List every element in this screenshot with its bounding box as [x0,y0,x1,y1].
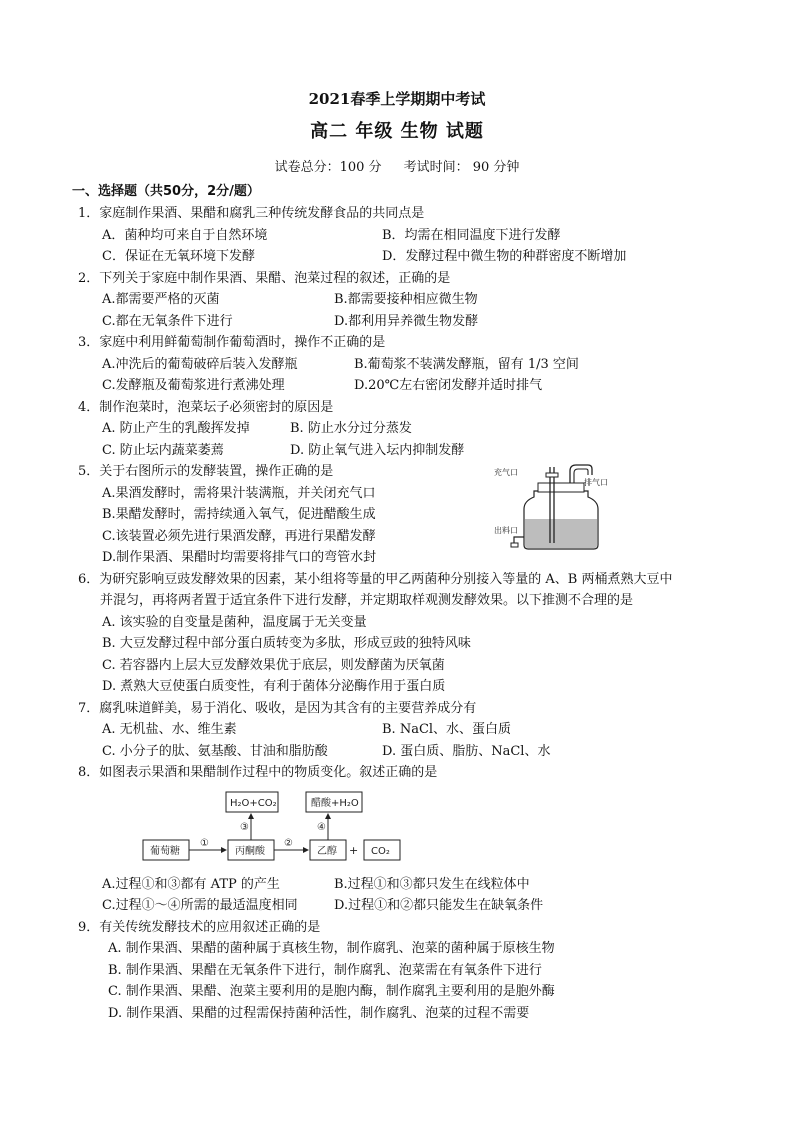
option-c: C. 若容器内上层大豆发酵效果优于底层，则发酵菌为厌氧菌 [102,657,445,673]
co2-label: CO₂ [371,845,390,857]
question-4 [78,397,718,462]
questions [72,181,718,1024]
question-1 [78,203,718,268]
ethanol-label: 乙醇 [317,845,337,857]
option-b: B.过程①和③都只发生在线粒体中 [334,876,530,892]
option-a: A. 防止产生的乳酸挥发掉 [102,421,250,436]
options [78,938,718,1024]
option-a: A.冲洗后的葡萄破碎后装入发酵瓶 [102,356,298,372]
option-b: B. 防止水分过分蒸发 [290,421,412,436]
exam-title: 2021春季上学期期中考试 [308,90,486,108]
step-3-marker: ③ [240,821,249,833]
options [78,874,718,917]
question-9 [78,917,718,1025]
total-score: 试卷总分：100 分 [274,160,382,175]
question-2 [78,268,718,333]
question-8 [78,762,718,917]
option-a: A．菌种均可来自于自然环境 [102,227,268,243]
exam-meta [0,156,794,175]
options [78,354,718,397]
outlet-label: 出料口 [494,526,518,535]
option-b: B. 制作果酒、果醋在无氧条件下进行，制作腐乳、泡菜需在有氧条件下进行 [108,962,542,978]
options [78,418,718,461]
option-b: B.果醋发酵时，需持续通入氧气，促进醋酸生成 [102,507,376,522]
acetic-acid-label: 醋酸+H₂O [311,797,359,809]
exhaust-label: 排气口 [584,478,608,487]
question-stem: 5．关于右图所示的发酵装置，操作正确的是 [78,464,334,479]
option-a: A.都需要严格的灭菌 [102,292,220,307]
option-c: C.发酵瓶及葡萄浆进行煮沸处理 [102,378,285,393]
fermentation-apparatus-figure [494,463,612,551]
option-b: B.葡萄浆不装满发酵瓶，留有 1/3 空间 [354,356,579,372]
section-heading: 一、选择题（共50分，2分/题） [72,184,260,199]
exam-time: 考试时间： 90 分钟 [403,160,520,175]
question-5 [78,461,718,569]
h2o-co2-label: H₂O+CO₂ [230,797,277,809]
option-b: B. 大豆发酵过程中部分蛋白质转变为多肽，形成豆豉的独特风味 [102,636,471,651]
glucose-label: 葡萄糖 [150,845,180,857]
question-7 [78,698,718,763]
option-d: D. 防止氧气进入坛内抑制发酵 [290,442,465,458]
option-c: C.都在无氧条件下进行 [102,313,233,329]
question-stem: 1．家庭制作果酒、果醋和腐乳三种传统发酵食品的共同点是 [78,206,425,221]
option-b: B. NaCl、水、蛋白质 [382,722,512,737]
step-2-marker: ② [284,837,293,849]
option-c: C. 小分子的肽、氨基酸、甘油和脂肪酸 [102,743,328,759]
options [78,612,718,698]
option-a: A. 该实验的自变量是菌种，温度属于无关变量 [102,614,367,630]
step-4-marker: ④ [317,821,326,833]
inlet-label: 充气口 [494,468,518,477]
option-d: D．发酵过程中微生物的种群密度不断增加 [382,249,627,264]
question-stem: 7．腐乳味道鲜美，易于消化、吸收，是因为其含有的主要营养成分有 [78,700,477,716]
option-b: B.都需要接种相应微生物 [334,292,478,307]
options [78,225,718,268]
question-stem: 2．下列关于家庭中制作果酒、果醋、泡菜过程的叙述，正确的是 [78,270,451,286]
question-stem: 8．如图表示果酒和果醋制作过程中的物质变化。叙述正确的是 [78,765,438,780]
option-a: A.过程①和③都有 ATP 的产生 [102,876,280,892]
question-stem: 6．为研究影响豆豉发酵效果的因素，某小组将等量的甲乙两菌种分别接入等量的 A、B 两桶煮熟大豆中 [78,571,673,587]
question-stem: 9．有关传统发酵技术的应用叙述正确的是 [78,919,321,935]
option-d: D. 制作果酒、果醋的过程需保持菌种活性，制作腐乳、泡菜的过程不需要 [108,1005,530,1021]
options [78,483,718,569]
question-6 [78,569,718,698]
option-c: C.过程①～④所需的最适温度相同 [102,898,298,913]
question-stem: 3．家庭中利用鲜葡萄制作葡萄酒时，操作不正确的是 [78,335,386,350]
step-1-marker: ① [200,837,209,849]
fermentation-pathway-diagram [142,790,404,866]
question-stem-continued: 并混匀，再将两者置于适宜条件下进行发酵，并定期取样观测发酵效果。以下推测不合理的是 [100,593,634,608]
option-c: C.该装置必须先进行果酒发酵，再进行果醋发酵 [102,528,376,544]
pyruvate-label: 丙酮酸 [235,845,265,857]
question-3 [78,332,718,397]
options [78,289,718,332]
plus-sign: + [349,843,359,857]
option-d: D.制作果酒、果醋时均需要将排气口的弯管水封 [102,550,377,565]
options [78,719,718,762]
option-c: C. 制作果酒、果醋、泡菜主要利用的是胞内酶，制作腐乳主要利用的是胞外酶 [108,984,555,999]
option-a: A. 制作果酒、果醋的菌种属于真核生物，制作腐乳、泡菜的菌种属于原核生物 [108,941,555,956]
option-d: D. 煮熟大豆使蛋白质变性，有利于菌体分泌酶作用于蛋白质 [102,679,446,694]
exam-subtitle: 高二 年级 生物 试题 [310,121,484,142]
option-b: B．均需在相同温度下进行发酵 [382,227,561,243]
option-d: D.过程①和②都只能发生在缺氧条件 [334,898,544,913]
option-a: A. 无机盐、水、维生素 [102,722,237,737]
option-a: A.果酒发酵时，需将果汁装满瓶，并关闭充气口 [102,485,376,501]
option-d: D.都利用异养微生物发酵 [334,313,479,329]
option-d: D.20℃左右密闭发酵并适时排气 [354,378,543,393]
option-d: D. 蛋白质、脂肪、NaCl、水 [382,743,551,759]
question-stem: 4．制作泡菜时，泡菜坛子必须密封的原因是 [78,399,334,415]
option-c: C. 防止坛内蔬菜萎蔫 [102,442,224,458]
option-c: C．保证在无氧环境下发酵 [102,249,255,264]
